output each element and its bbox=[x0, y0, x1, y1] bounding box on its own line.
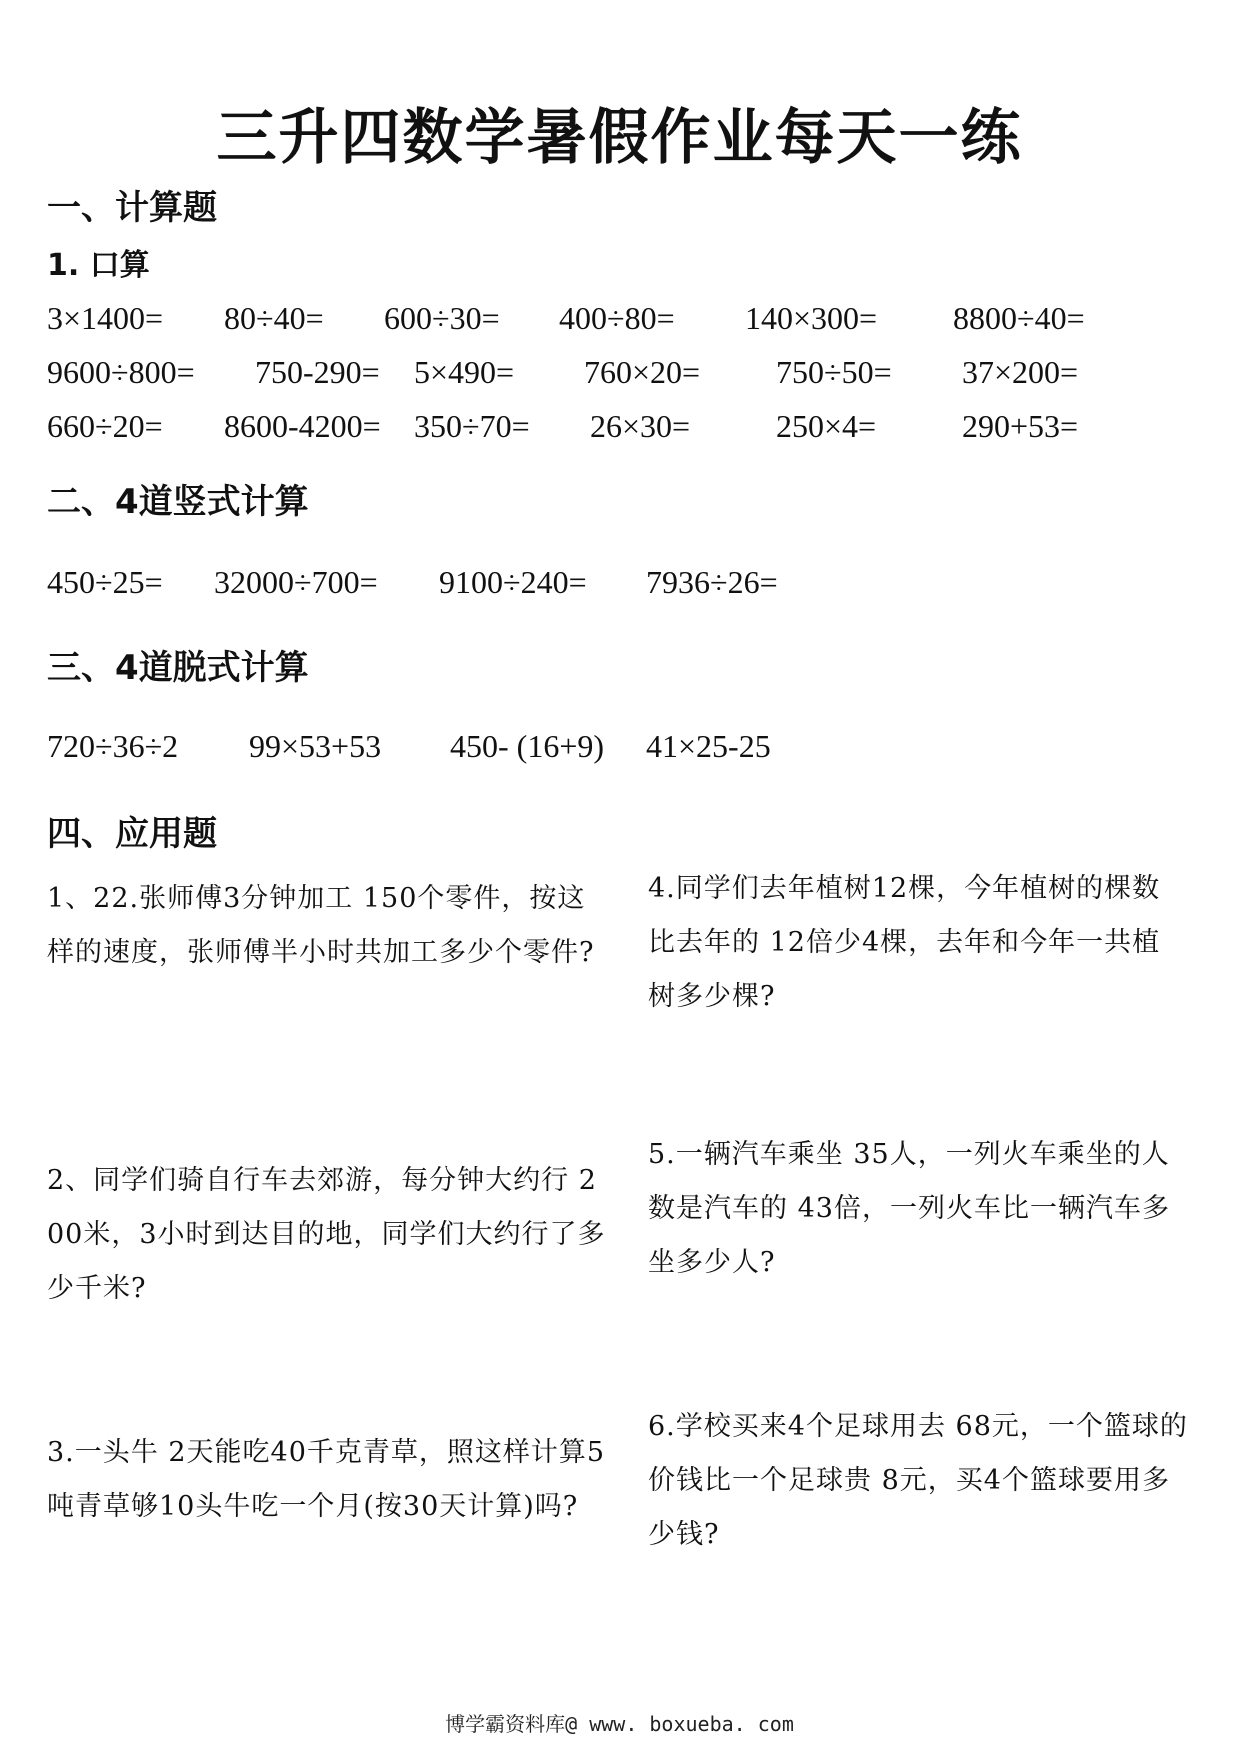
vertical-calc-item: 9100÷240= bbox=[439, 564, 587, 600]
mental-math-item: 9600÷800= bbox=[47, 354, 195, 390]
step-calc-item: 99×53+53 bbox=[249, 728, 382, 764]
mental-math-item: 37×200= bbox=[962, 354, 1079, 390]
mental-math-item: 400÷80= bbox=[559, 300, 675, 336]
vertical-calc-item: 450÷25= bbox=[47, 564, 163, 600]
step-calc-item: 720÷36÷2 bbox=[47, 728, 179, 764]
subsection-mental-math: 1. 口算 bbox=[47, 248, 150, 283]
mental-math-item: 8600-4200= bbox=[224, 408, 381, 444]
section-heading-calculation: 一、计算题 bbox=[47, 188, 217, 228]
mental-math-item: 250×4= bbox=[776, 408, 877, 444]
section-heading-step-calc: 三、4道脱式计算 bbox=[47, 648, 309, 688]
section-heading-vertical-calc: 二、4道竖式计算 bbox=[47, 482, 309, 522]
mental-math-item: 290+53= bbox=[962, 408, 1079, 444]
section-heading-word-problems: 四、应用题 bbox=[47, 814, 217, 854]
mental-math-item: 8800÷40= bbox=[953, 300, 1085, 336]
mental-math-item: 600÷30= bbox=[384, 300, 500, 336]
mental-math-item: 660÷20= bbox=[47, 408, 163, 444]
word-problem-4: 4.同学们去年植树12棵，今年植树的棵数比去年的 12倍少4棵，去年和今年一共植树多少棵? bbox=[648, 873, 1161, 1012]
step-calc-item: 41×25-25 bbox=[646, 728, 771, 764]
watermark: 博学霸资料库@ www. boxueba. com bbox=[445, 1712, 794, 1736]
page-title: 三升四数学暑假作业每天一练 bbox=[216, 103, 1023, 173]
mental-math-item: 5×490= bbox=[414, 354, 515, 390]
mental-math-item: 26×30= bbox=[590, 408, 691, 444]
word-problem-5: 5.一辆汽车乘坐 35人，一列火车乘坐的人数是汽车的 43倍，一列火车比一辆汽车多坐多少人? bbox=[648, 1139, 1170, 1278]
mental-math-item: 3×1400= bbox=[47, 300, 164, 336]
word-problem-3: 3.一头牛 2天能吃40千克青草，照这样计算5吨青草够10头牛吃一个月(按30天计算)吗? bbox=[47, 1437, 606, 1522]
mental-math-item: 750-290= bbox=[255, 354, 380, 390]
vertical-calc-item: 7936÷26= bbox=[646, 564, 778, 600]
step-calc-item: 450- (16+9) bbox=[450, 728, 605, 764]
mental-math-item: 760×20= bbox=[584, 354, 701, 390]
vertical-calc-item: 32000÷700= bbox=[214, 564, 378, 600]
mental-math-item: 750÷50= bbox=[776, 354, 892, 390]
mental-math-item: 350÷70= bbox=[414, 408, 530, 444]
word-problem-6: 6.学校买来4个足球用去 68元，一个篮球的价钱比一个足球贵 8元，买4个篮球要用多少钱? bbox=[648, 1411, 1188, 1550]
word-problem-1: 1、22.张师傅3分钟加工 150个零件，按这样的速度，张师傅半小时共加工多少个零件? bbox=[47, 883, 595, 968]
mental-math-item: 80÷40= bbox=[224, 300, 324, 336]
word-problem-2: 2、同学们骑自行车去郊游，每分钟大约行 200米，3小时到达目的地，同学们大约行了多少千米? bbox=[47, 1165, 606, 1304]
mental-math-item: 140×300= bbox=[745, 300, 878, 336]
